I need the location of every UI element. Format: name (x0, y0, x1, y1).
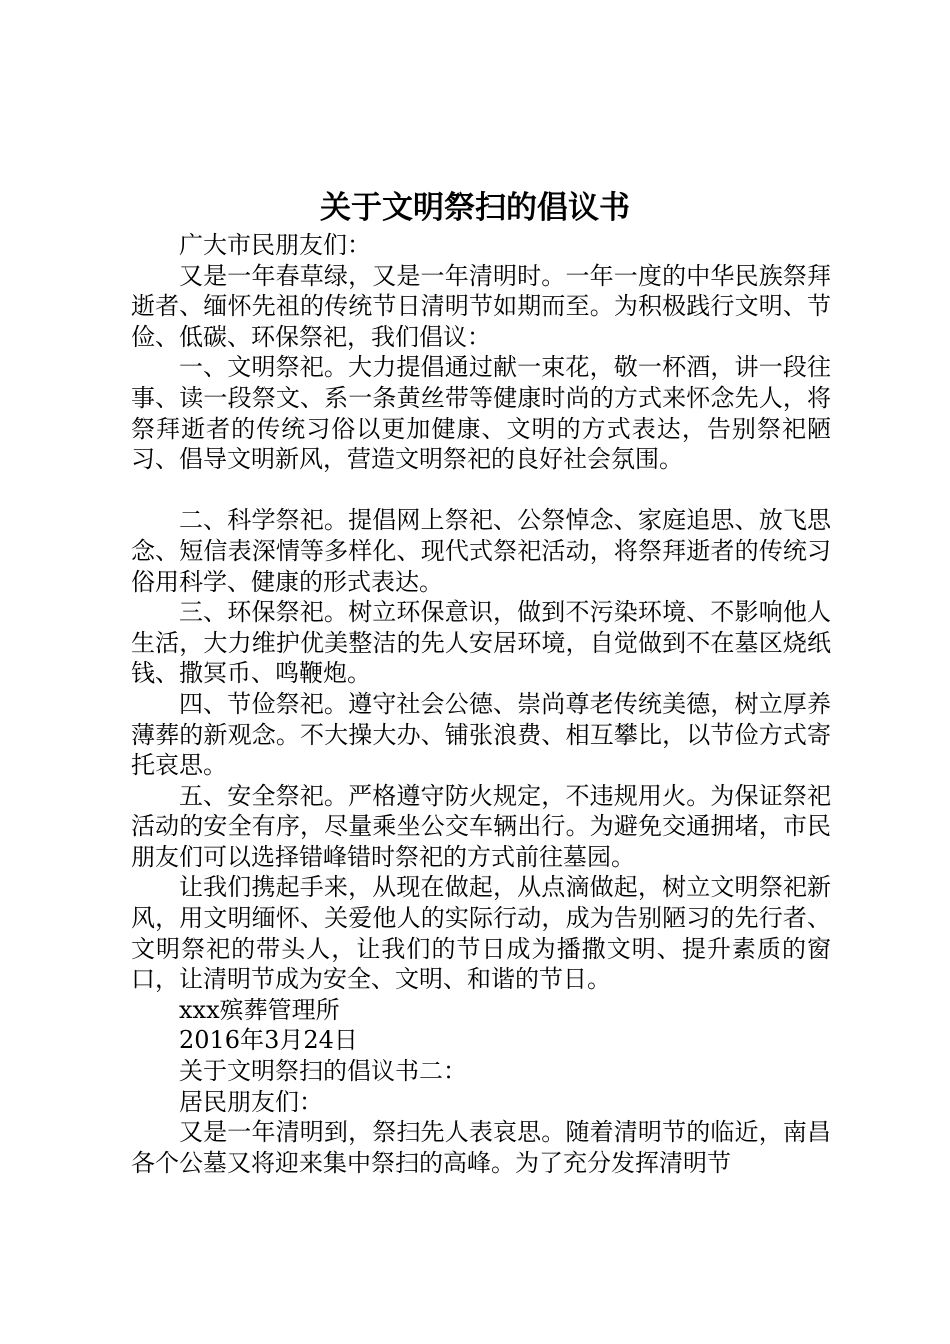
signature: xxx殡葬管理所 (179, 995, 340, 1024)
safe-worship-paragraph: 五、安全祭祀。严格遵守防火规定，不违规用火。为保证祭祀活动的安全有序，尽量乘坐公交车辆出行。为避免交通拥堵，市民朋友们可以选择错峰错时祭祀的方式前往墓园。 (131, 781, 831, 871)
paragraph-gap (131, 475, 831, 506)
civilized-worship-paragraph: 一、文明祭祀。大力提倡通过献一束花，敬一杯酒，讲一段往事、读一段祭文、系一条黄丝带等健康时尚的方式来怀念先人，将祭拜逝者的传统习俗以更加健康、文明的方式表达，告别祭祀陋习、倡导文明新风，营造文明祭祀的良好社会氛围。 (131, 353, 831, 474)
intro-paragraph: 又是一年春草绿，又是一年清明时。一年一度的中华民族祭拜逝者、缅怀先祖的传统节日清明节如期而至。为积极践行文明、节俭、低碳、环保祭祀，我们倡议： (131, 261, 831, 351)
date: 2016年3月24日 (179, 1026, 358, 1055)
document-title: 关于文明祭扫的倡议书 (320, 190, 630, 226)
second-salutation: 居民朋友们： (179, 1087, 323, 1116)
second-title: 关于文明祭扫的倡议书二： (179, 1057, 467, 1086)
scientific-worship-paragraph: 二、科学祭祀。提倡网上祭祀、公祭悼念、家庭追思、放飞思念、短信表深情等多样化、现代式祭祀活动，将祭拜逝者的传统习俗用科学、健康的形式表达。 (131, 506, 831, 596)
second-paragraph: 又是一年清明到，祭扫先人表哀思。随着清明节的临近，南昌各个公墓又将迎来集中祭扫的高峰。为了充分发挥清明节 (131, 1118, 831, 1177)
frugal-worship-paragraph: 四、节俭祭祀。遵守社会公德、崇尚尊老传统美德，树立厚养薄葬的新观念。不大操大办、铺张浪费、相互攀比，以节俭方式寄托哀思。 (131, 689, 831, 780)
closing-paragraph: 让我们携起手来，从现在做起，从点滴做起，树立文明祭祀新风，用文明缅怀、关爱他人的实际行动，成为告别陋习的先行者、文明祭祀的带头人，让我们的节日成为播撒文明、提升素质的窗口，让清明节成为安全、文明、和谐的节日。 (131, 873, 831, 994)
salutation: 广大市民朋友们： (179, 231, 371, 259)
document-body (131, 230, 831, 1178)
eco-worship-paragraph: 三、环保祭祀。树立环保意识，做到不污染环境、不影响他人生活，大力维护优美整洁的先人安居环境，自觉做到不在墓区烧纸钱、撒冥币、鸣鞭炮。 (131, 598, 831, 688)
